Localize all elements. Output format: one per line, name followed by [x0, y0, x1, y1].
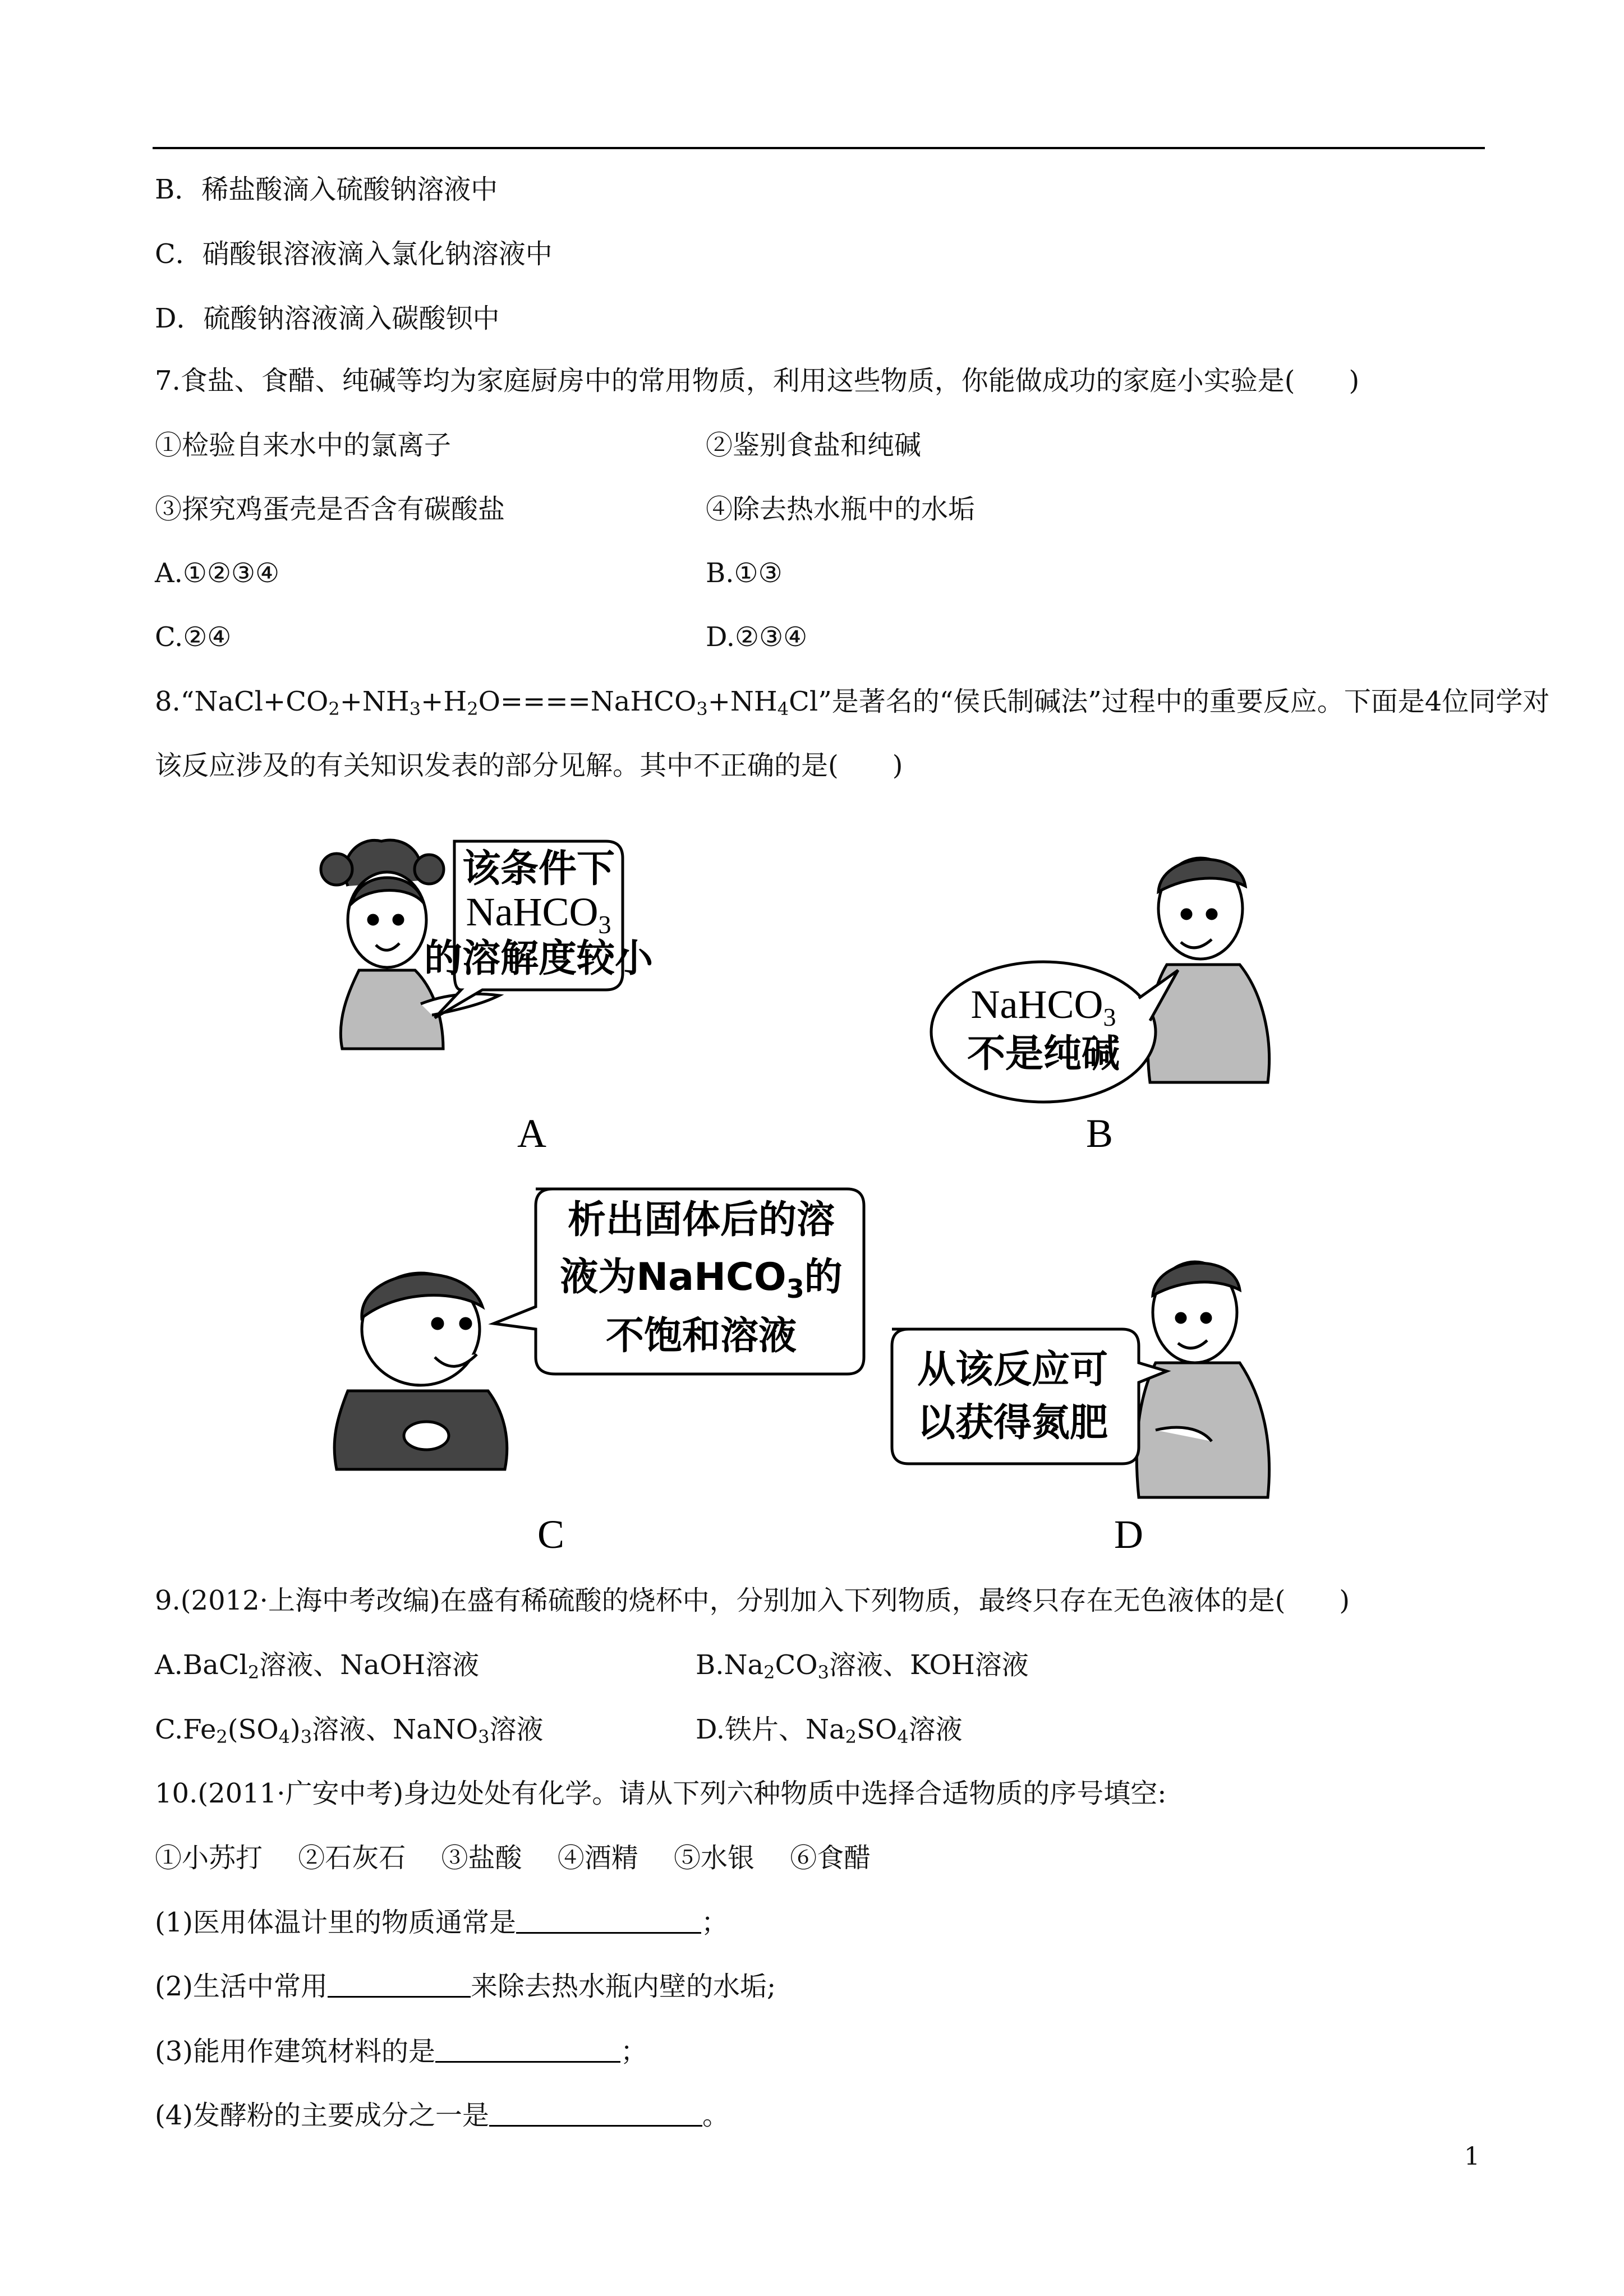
q10-part-1: (1)医用体温计里的物质通常是 ；: [155, 1905, 728, 1939]
q7-option-d: D.②③④: [706, 621, 808, 653]
panel-label-c: C: [537, 1512, 565, 1557]
speech-bubble-c: [494, 1189, 864, 1374]
q9-option-c: $C.Fe_2(SO_4)_3$溶液、NaNO$_3$溶液: [155, 1714, 544, 1748]
q6-option-b: B．稀盐酸滴入硫酸钠溶液中: [155, 174, 498, 205]
answer-blank-1[interactable]: [516, 1905, 701, 1934]
bubble-a-line1: 该条件下: [462, 847, 615, 891]
bubble-c-line3: 不饱和溶液: [605, 1314, 797, 1358]
bubble-b-line1: NaHCO3: [970, 982, 1116, 1031]
panel-label-b: B: [1085, 1111, 1114, 1156]
answer-blank-3[interactable]: [435, 2034, 620, 2063]
student-c-illustration: [334, 1273, 507, 1469]
q9-option-d: D.铁片、$Na_2SO_4$溶液: [696, 1714, 963, 1748]
q7-item-1: ①检验自来水中的氯离子: [155, 430, 452, 461]
speech-bubble-d: [892, 1329, 1167, 1464]
q10-part-4: (4)发酵粉的主要成分之一是 。: [155, 2098, 729, 2132]
panel-label-d: D: [1114, 1512, 1143, 1557]
speech-bubble-b: [931, 962, 1178, 1102]
q7-item-4: ④除去热水瓶中的水垢: [706, 494, 976, 525]
q8-figure: [314, 824, 1290, 1565]
student-b-illustration: [1148, 858, 1269, 1082]
bubble-c-line2: 液为NaHCO$_3$的: [560, 1255, 843, 1304]
bubble-d-line1: 从该反应可: [917, 1348, 1108, 1392]
q9-option-a: A.BaCl$_2$溶液、NaOH溶液: [155, 1649, 480, 1683]
q6-option-c: C．硝酸银溶液滴入氯化钠溶液中: [155, 238, 553, 270]
speech-bubble-a: [424, 841, 654, 1018]
answer-blank-2[interactable]: [328, 1969, 471, 1998]
q7-item-3: ③探究鸡蛋壳是否含有碳酸盐: [155, 494, 505, 525]
q6-option-d: D．硫酸钠溶液滴入碳酸钡中: [155, 303, 500, 334]
q8-stem-line2: 该反应涉及的有关知识发表的部分见解。其中不正确的是( ): [155, 750, 903, 781]
answer-blank-4[interactable]: [489, 2098, 702, 2127]
bubble-a-line3: 的溶解度较小: [424, 937, 654, 981]
q9-stem: 9.(2012·上海中考改编)在盛有稀硫酸的烧杯中，分别加入下列物质，最终只存在无色液体的是( ): [155, 1585, 1350, 1616]
q7-item-2: ②鉴别食盐和纯碱: [706, 430, 922, 461]
header-rule: [153, 147, 1485, 149]
bubble-d-line2: 以获得氮肥: [917, 1401, 1108, 1445]
q7-option-c: C.②④: [155, 621, 232, 653]
q10-stem: 10.(2011·广安中考)身边处处有化学。请从下列六种物质中选择合适物质的序号填空:: [155, 1778, 1167, 1809]
q10-part-3: (3)能用作建筑材料的是 ；: [155, 2034, 647, 2068]
panel-label-a: A: [517, 1111, 546, 1156]
page-number: 1: [1464, 2142, 1480, 2171]
q9-option-b: $B.Na_2CO_3$溶液、KOH溶液: [696, 1649, 1029, 1683]
q10-part-2: (2)生活中常用 来除去热水瓶内壁的水垢;: [155, 1969, 776, 2003]
bubble-c-line1: 析出固体后的溶: [567, 1198, 835, 1242]
bubble-b-line2: 不是纯碱: [967, 1032, 1120, 1076]
q7-option-a: A.①②③④: [155, 557, 280, 589]
q7-option-b: B.①③: [706, 557, 783, 589]
bubble-a-line2: NaHCO3: [466, 889, 611, 939]
q8-stem-line1: $8.“NaCl+CO_2+NH_3+H_2O====NaHCO_3+NH_4Cl$”是著名的“侯氏制碱法”过程中的重要反应。下面是4位同学对: [155, 686, 1550, 720]
q7-stem: 7.食盐、食醋、纯碱等均为家庭厨房中的常用物质，利用这些物质，你能做成功的家庭小实验是( ): [155, 365, 1360, 397]
student-d-illustration: [1137, 1262, 1269, 1497]
q10-choices: ①小苏打 ②石灰石 ③盐酸 ④酒精 ⑤水银 ⑥食醋: [155, 1842, 871, 1874]
